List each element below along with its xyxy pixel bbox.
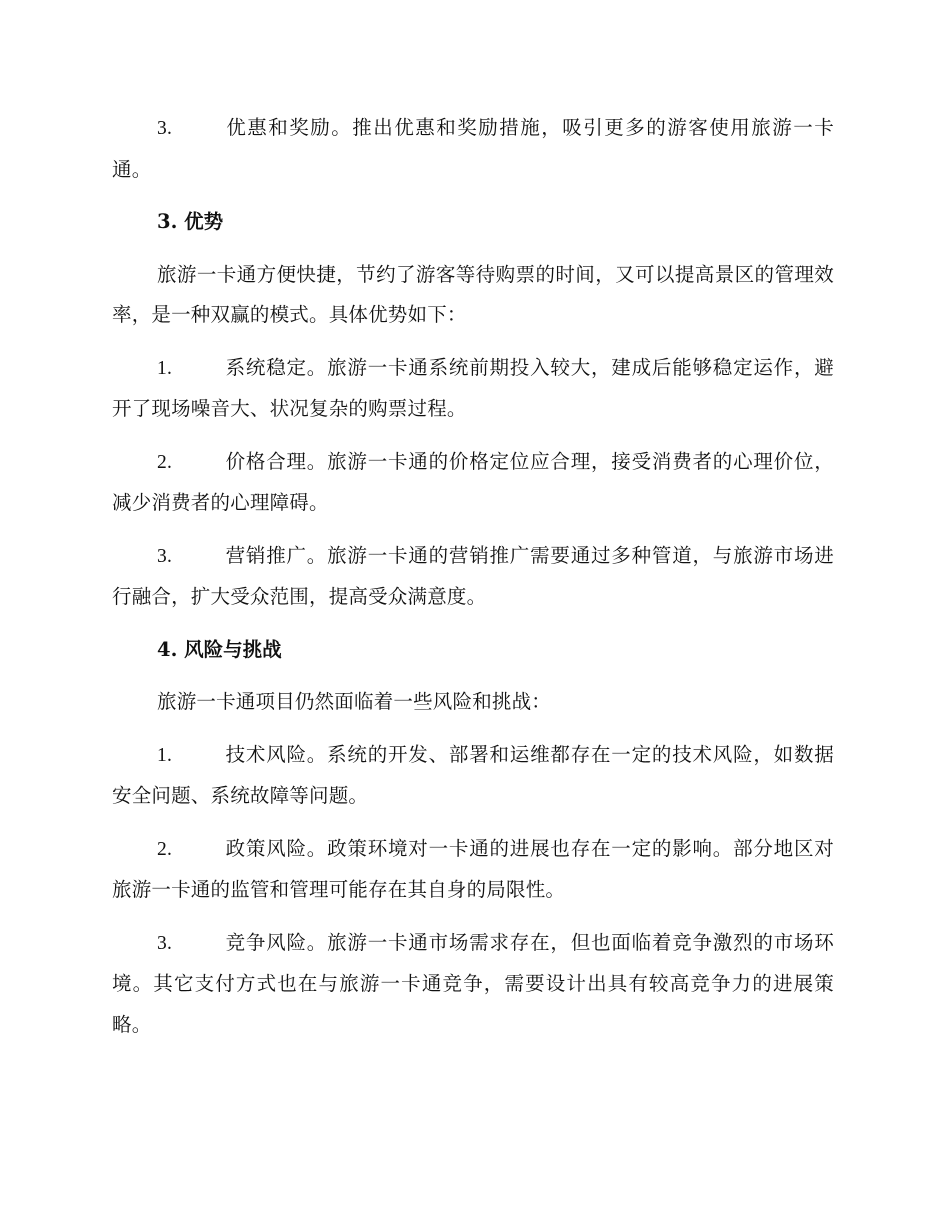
list-item-number: 3. [157, 118, 173, 139]
list-item-number: 2. [157, 838, 173, 860]
list-item [112, 735, 834, 817]
list-item-text: 技术风险。系统的开发、部署和运维都存在一定的技术风险，如数据安全问题、系统故障等问题。 [112, 742, 834, 807]
risks-intro-paragraph: 旅游一卡通项目仍然面临着一些风险和挑战： [157, 690, 552, 713]
list-item [112, 923, 834, 1046]
list-item-text: 营销推广。旅游一卡通的营销推广需要通过多种管道，与旅游市场进行融合，扩大受众范围，提高受众满意度。 [112, 543, 834, 608]
list-item-number: 3. [157, 932, 173, 954]
section-heading-advantages: 3. 优势 [157, 210, 224, 233]
document-body [112, 108, 834, 1057]
list-item-text: 竞争风险。旅游一卡通市场需求存在，但也面临着竞争激烈的市场环境。其它支付方式也在与旅游一卡通竞争，需要设计出具有较高竞争力的进展策略。 [112, 930, 834, 1036]
list-item [112, 536, 834, 618]
advantages-intro-paragraph: 旅游一卡通方便快捷，节约了游客等待购票的时间，又可以提高景区的管理效率，是一种双赢的模式。具体优势如下： [112, 262, 834, 326]
list-item-text: 政策风险。政策环境对一卡通的进展也存在一定的影响。部分地区对旅游一卡通的监管和管理可能存在其自身的局限性。 [112, 836, 834, 901]
list-item-number: 1. [157, 744, 173, 766]
list-item-text: 优惠和奖励。推出优惠和奖励措施，吸引更多的游客使用旅游一卡通。 [112, 116, 834, 181]
list-item-number: 1. [157, 357, 173, 379]
list-item [112, 348, 834, 430]
list-item-text: 系统稳定。旅游一卡通系统前期投入较大，建成后能够稳定运作，避开了现场噪音大、状况复杂的购票过程。 [112, 355, 834, 420]
list-item-text: 价格合理。旅游一卡通的价格定位应合理，接受消费者的心理价位，减少消费者的心理障碍。 [112, 449, 834, 514]
list-item [112, 442, 834, 524]
list-item-number: 2. [157, 451, 173, 473]
list-item [112, 829, 834, 911]
section-heading-risks: 4. 风险与挑战 [157, 637, 282, 661]
list-item [112, 108, 834, 190]
list-item-number: 3. [157, 545, 173, 567]
